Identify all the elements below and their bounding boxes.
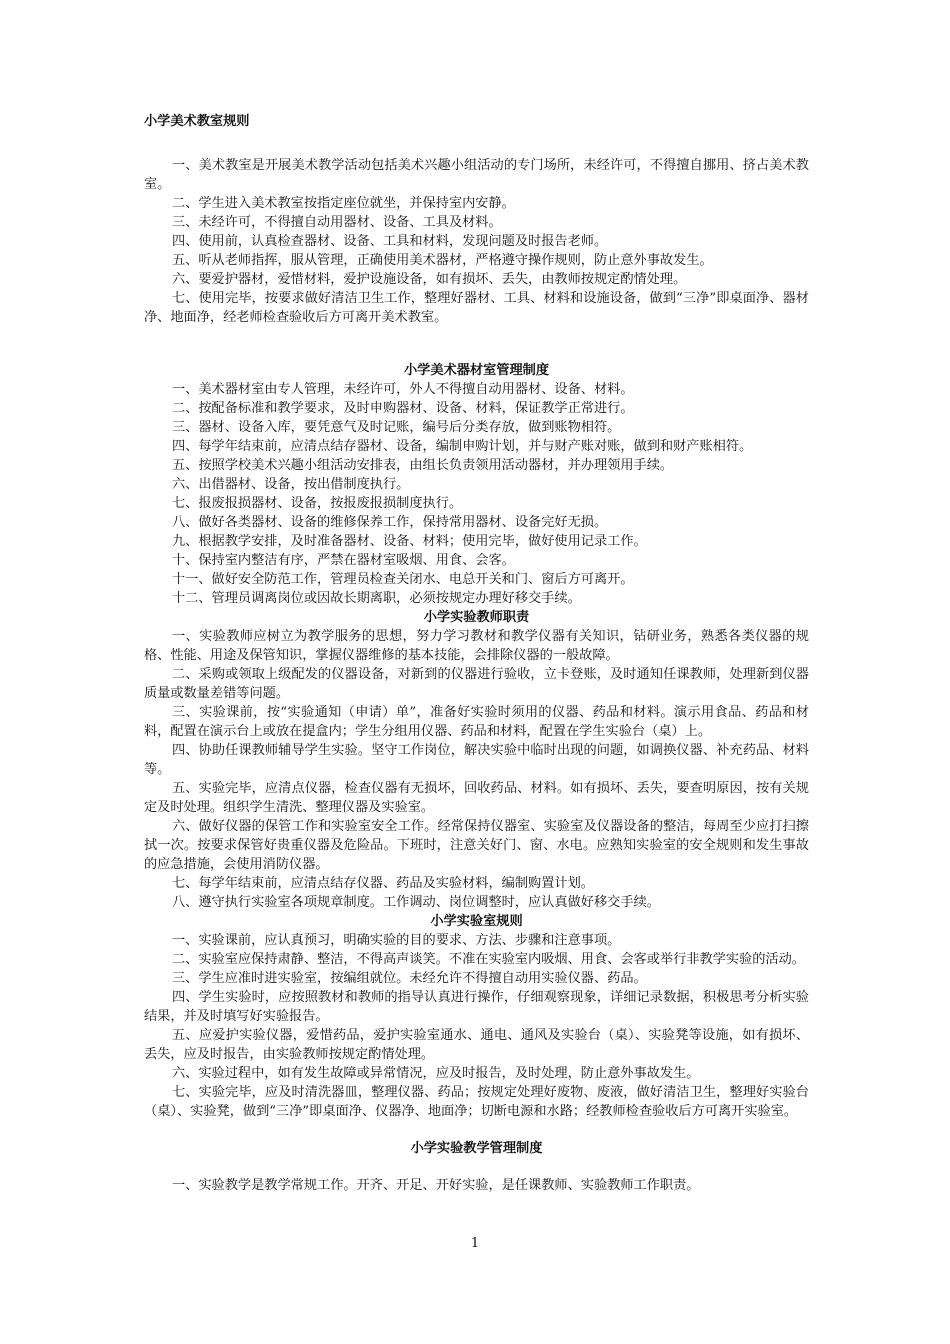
section-title-lab-teaching-management: 小学实验教学管理制度	[410, 1141, 543, 1156]
paragraph: 五、按照学校美术兴趣小组活动安排表，由组长负责领用活动器材，并办理领用手续。	[172, 458, 674, 473]
section-title-lab-teacher-duties: 小学实验教师职责	[423, 610, 530, 625]
spacer	[144, 327, 809, 361]
paragraph: 八、做好各类器材、设备的维修保养工作，保持常用器材、设备完好无损。	[172, 515, 608, 530]
paragraph: 二、实验室应保持肃静、整洁，不得高声谈笑。不准在实验室内吸烟、用食、会客或举行非教学实验的活动。	[172, 952, 805, 967]
spacer	[144, 132, 809, 156]
paragraph: 九、根据教学安排，及时准备器材、设备、材料；使用完毕，做好使用记录工作。	[172, 534, 647, 549]
paragraph: 四、协助任课教师辅导学生实验。坚守工作岗位，解决实验中临时出现的问题，如调换仪器、补充药品、材料等。	[144, 743, 809, 777]
paragraph: 十二、管理员调离岗位或因故长期离职，必须按规定办理好移交手续。	[172, 591, 581, 606]
paragraph: 七、实验完毕，应及时清洗器皿，整理仪器、药品；按规定处理好废物、废液，做好清洁卫生，整理好实验台（桌）、实验凳，做到“三净”即桌面净、仪器净、地面净；切断电源和水路；经教师检查验收后方可离开实验室。	[144, 1085, 809, 1119]
page-number: 1	[470, 1236, 480, 1251]
paragraph: 十一、做好安全防范工作，管理员检查关闭水、电总开关和门、窗后方可离开。	[172, 572, 634, 587]
paragraph: 三、器材、设备入库，要凭意气及时记账，编号后分类存放，做到账物相符。	[172, 420, 621, 435]
paragraph: 一、美术教室是开展美术教学活动包括美术兴趣小组活动的专门场所，未经许可，不得擅自挪用、挤占美术教室。	[144, 158, 809, 192]
paragraph: 一、实验教学是教学常规工作。开齐、开足、开好实验，是任课教师、实验教师工作职责。	[172, 1178, 700, 1193]
section-title-art-classroom-rules: 小学美术教室规则	[144, 114, 250, 129]
paragraph: 二、按配备标准和教学要求，及时申购器材、设备、材料，保证教学正常进行。	[172, 401, 634, 416]
spacer	[144, 1158, 809, 1176]
paragraph: 十、保持室内整洁有序，严禁在器材室吸烟、用食、会客。	[172, 553, 515, 568]
paragraph: 五、听从老师指挥，服从管理，正确使用美术器材，严格遵守操作规则，防止意外事故发生。	[172, 253, 713, 268]
paragraph: 七、每学年结束前，应清点结存仪器、药品及实验材料，编制购置计划。	[172, 876, 594, 891]
paragraph: 四、每学年结束前，应清点结存器材、设备，编制申购计划，并与财产账对账，做到和财产账相符。	[172, 439, 753, 454]
spacer	[144, 1121, 809, 1139]
paragraph: 六、实验过程中，如有发生故障或异常情况，应及时报告，及时处理，防止意外事故发生。	[172, 1066, 700, 1081]
paragraph: 四、学生实验时，应按照教材和教师的指导认真进行操作，仔细观察现象，详细记录数据，积极思考分析实验结果，并及时填写好实验报告。	[144, 990, 809, 1024]
paragraph: 五、应爱护实验仪器，爱惜药品，爱护实验室通水、通电、通风及实验台（桌）、实验凳等设施，如有损坏、丢失，应及时报告，由实验教师按规定酌情处理。	[144, 1028, 809, 1062]
paragraph: 三、未经许可，不得擅自动用器材、设备、工具及材料。	[172, 215, 502, 230]
section-title-art-equipment-room: 小学美术器材室管理制度	[403, 363, 550, 378]
document-page	[144, 112, 809, 1195]
paragraph: 三、学生应准时进实验室，按编组就位。未经允许不得擅自动用实验仪器、药品。	[172, 971, 647, 986]
paragraph: 六、做好仪器的保管工作和实验室安全工作。经常保持仪器室、实验室及仪器设备的整洁，每周至少应打扫擦拭一次。按要求保管好贵重仪器及危险品。下班时，注意关好门、窗、水电。应熟知实验室的安全规则和发生事故的应急措施，会使用消防仪器。	[144, 819, 809, 872]
paragraph: 二、采购或领取上级配发的仪器设备，对新到的仪器进行验收，立卡登账，及时通知任课教师，处理新到仪器质量或数量差错等问题。	[144, 667, 809, 701]
paragraph: 六、出借器材、设备，按出借制度执行。	[172, 477, 410, 492]
paragraph: 一、实验课前，应认真预习，明确实验的目的要求、方法、步骤和注意事项。	[172, 933, 621, 948]
paragraph: 八、遵守执行实验室各项规章制度。工作调动、岗位调整时，应认真做好移交手续。	[172, 895, 660, 910]
paragraph: 七、使用完毕，按要求做好清洁卫生工作，整理好器材、工具、材料和设施设备，做到“三净”即桌面净、器材净、地面净，经老师检查验收后方可离开美术教室。	[144, 291, 809, 325]
paragraph: 一、实验教师应树立为教学服务的思想，努力学习教材和教学仪器有关知识，钻研业务，熟悉各类仪器的规格、性能、用途及保管知识，掌握仪器维修的基本技能，会排除仪器的一般故障。	[144, 629, 809, 663]
paragraph: 三、实验课前，按“实验通知（申请）单”，准备好实验时须用的仪器、药品和材料。演示用食品、药品和材料，配置在演示台上或放在提盒内；学生分组用仪器、药品和材料，配置在学生实验台（桌）上。	[144, 705, 809, 739]
paragraph: 四、使用前，认真检查器材、设备、工具和材料，发现问题及时报告老师。	[172, 234, 608, 249]
paragraph: 六、要爱护器材，爱惜材料，爱护设施设备，如有损坏、丢失，由教师按规定酌情处理。	[172, 272, 687, 287]
paragraph: 二、学生进入美术教室按指定座位就坐，并保持室内安静。	[172, 196, 515, 211]
paragraph: 五、实验完毕，应清点仪器，检查仪器有无损坏，回收药品、材料。如有损坏、丢失，要查明原因，按有关规定及时处理。组织学生清洗、整理仪器及实验室。	[144, 781, 809, 815]
paragraph: 一、美术器材室由专人管理，未经许可，外人不得擅自动用器材、设备、材料。	[172, 382, 634, 397]
section-title-lab-rules: 小学实验室规则	[430, 914, 523, 929]
paragraph: 七、报废报损器材、设备，按报废报损制度执行。	[172, 496, 463, 511]
